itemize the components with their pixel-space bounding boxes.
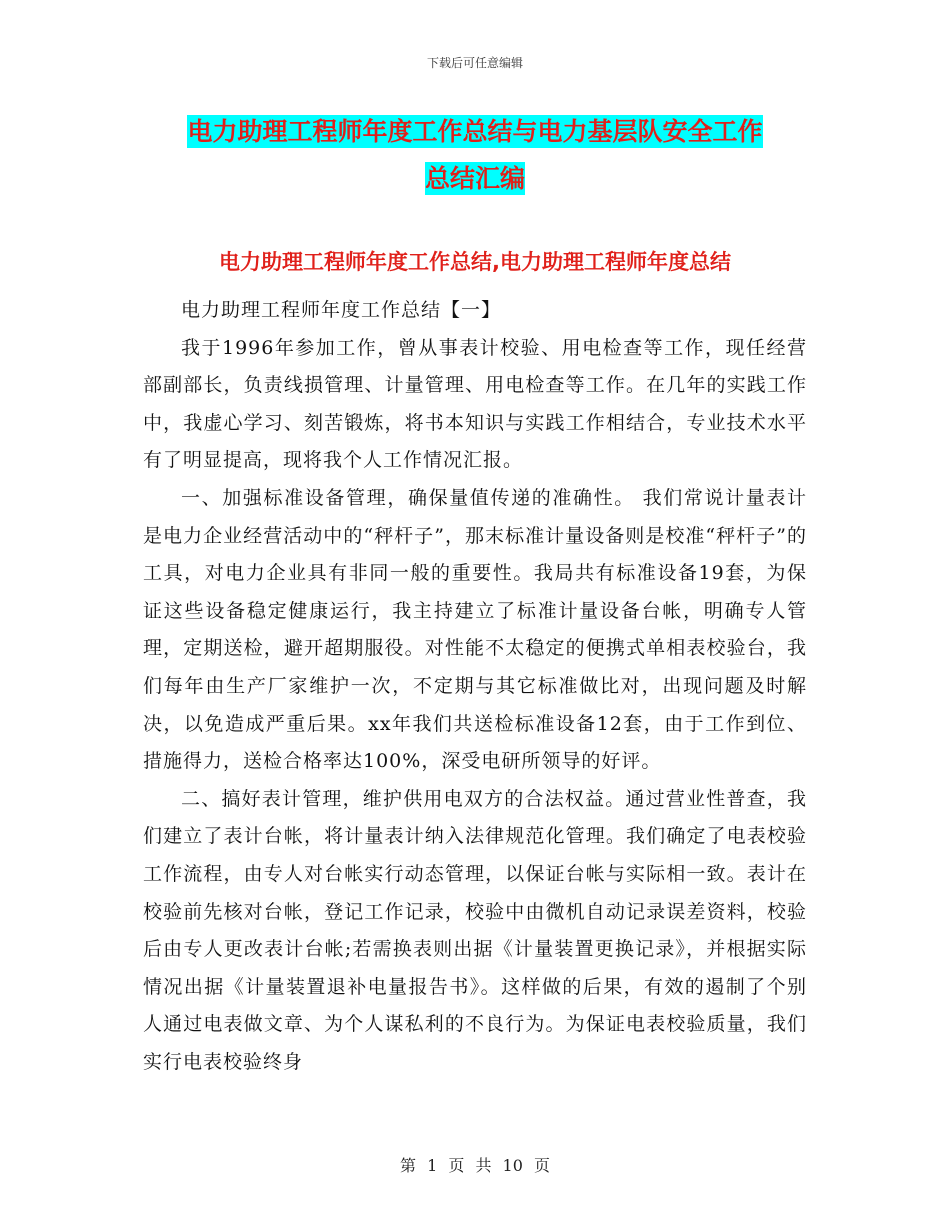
header-note: 下载后可任意编辑 [426,56,523,70]
paragraph: 一、加强标准设备管理，确保量值传递的准确性。 我们常说计量表计是电力企业经营活动中的“秤杆子”，那末标准计量设备则是校准“秤杆子”的工具，对电力企业具有非同一般的重要性。我局共有标准设备19套，为保证这些设备稳定健康运行，我主持建立了标准计量设备台帐，明确专人管理，定期送检，避开超期服役。对性能不太稳定的便携式单相表校验台，我们每年由生产厂家维护一次，不定期与其它标准做比对，出现问题及时解决，以免造成严重后果。xx年我们共送检标准设备12套，由于工作到位、措施得力，送检合格率达100%，深受电研所领导的好评。 [143,486,807,773]
document-title [140,108,810,202]
page-footer: 第 1 页 共 10 页 [400,1156,550,1175]
paragraph: 我于1996年参加工作，曾从事表计校验、用电检查等工作，现任经营部副部长，负责线损管理、计量管理、用电检查等工作。在几年的实践工作中，我虚心学习、刻苦锻炼，将书本知识与实践工作相结合，专业技术水平有了明显提高，现将我个人工作情况汇报。 [143,336,807,472]
section-subtitle: 电力助理工程师年度工作总结,电力助理工程师年度总结 [219,250,731,274]
paragraph: 二、搞好表计管理，维护供用电双方的合法权益。通过营业性普查，我们建立了表计台帐，将计量表计纳入法律规范化管理。我们确定了电表校验工作流程，由专人对台帐实行动态管理，以保证台帐与实际相一致。表计在校验前先核对台帐，登记工作记录，校验中由微机自动记录误差资料，校验后由专人更改表计台帐;若需换表则出据《计量装置更换记录》，并根据实际情况出据《计量装置退补电量报告书》。这样做的后果，有效的遏制了个别人通过电表做文章、为个人谋私利的不良行为。为保证电表校验质量，我们实行电表校验终身 [143,787,807,1073]
title-line-1: 电力助理工程师年度工作总结与电力基层队安全工作 [187,117,763,146]
document-body [143,292,807,1081]
paragraph-heading: 电力助理工程师年度工作总结【一】 [181,299,502,321]
title-line-2: 总结汇编 [424,164,525,193]
